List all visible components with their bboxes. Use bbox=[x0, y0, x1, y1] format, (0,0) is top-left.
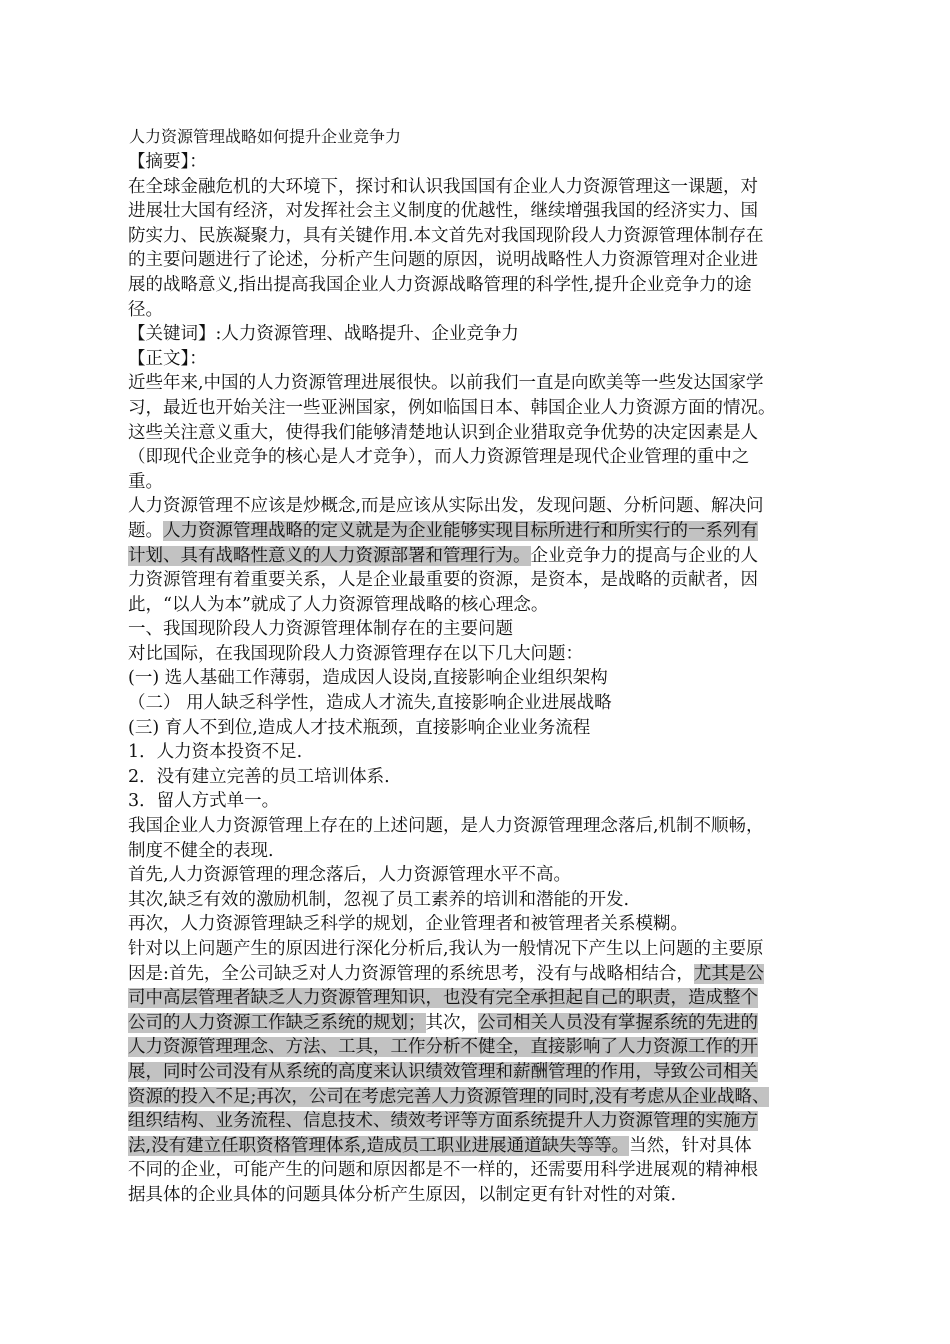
highlighted-text: 组织结构、业务流程、信息技术、绩效考评等方面系统提升人力资源管理的实施方 bbox=[128, 1111, 758, 1132]
text-run: 当然，针对具体 bbox=[629, 1135, 752, 1156]
text-run: 此，“以人为本”就成了人力资源管理战略的核心理念。 bbox=[128, 594, 549, 615]
text-run: 企业竞争力的提高与企业的人 bbox=[530, 545, 758, 566]
text-run: 这些关注意义重大，使得我们能够清楚地认识到企业猎取竞争优势的决定因素是人 bbox=[128, 422, 758, 443]
highlighted-text: 展，同时公司没有从系统的高度来认识绩效管理和薪酬管理的作用，导致公司相关 bbox=[128, 1061, 758, 1082]
highlighted-text: 尤其是公 bbox=[693, 963, 764, 984]
text-line bbox=[128, 789, 828, 814]
text-run: 据具体的企业具体的问题具体分析产生原因，以制定更有针对性的对策. bbox=[128, 1184, 677, 1205]
text-line bbox=[128, 617, 828, 642]
text-line bbox=[128, 421, 828, 446]
text-run: 【摘要】： bbox=[128, 152, 207, 172]
highlighted-text: 司中高层管理者缺乏人力资源管理知识，也没有完全承担起自己的职责，造成整个 bbox=[128, 988, 758, 1009]
text-run: 因是:首先，全公司缺乏对人力资源管理的系统思考，没有与战略相结合， bbox=[128, 963, 694, 984]
text-line bbox=[128, 765, 828, 790]
text-run: (一) 选人基础工作薄弱，造成因人设岗,直接影响企业组织架构 bbox=[128, 668, 608, 689]
text-line bbox=[128, 1158, 828, 1183]
text-line bbox=[128, 322, 828, 347]
text-line bbox=[128, 199, 828, 224]
text-line bbox=[128, 1109, 828, 1134]
text-run: 重。 bbox=[128, 471, 163, 492]
text-run: 我国企业人力资源管理上存在的上述问题，是人力资源管理理念落后,机制不顺畅， bbox=[128, 816, 764, 837]
text-run: 不同的企业，可能产生的问题和原因都是不一样的，还需要用科学进展观的精神根 bbox=[128, 1160, 758, 1181]
text-run: 防实力、民族凝聚力，具有关键作用.本文首先对我国现阶段人力资源管理体制存在 bbox=[128, 225, 764, 246]
text-run: 径。 bbox=[128, 299, 163, 320]
text-line bbox=[128, 814, 828, 839]
text-run: 【正文】： bbox=[128, 348, 207, 369]
text-run: 人力资源管理不应该是炒概念,而是应该从实际出发，发现问题、分析问题、解决问 bbox=[128, 496, 764, 517]
text-line bbox=[128, 224, 828, 249]
text-line bbox=[128, 740, 828, 765]
text-line bbox=[128, 175, 828, 200]
text-line bbox=[128, 691, 828, 716]
text-line bbox=[128, 962, 828, 987]
text-run: 习，最近也开始关注一些亚洲国家，例如临国日本、韩国企业人力资源方面的情况。 bbox=[128, 397, 776, 418]
text-line bbox=[128, 912, 828, 937]
text-run: 再次，人力资源管理缺乏科学的规划，企业管理者和被管理者关系模糊。 bbox=[128, 914, 688, 935]
text-line bbox=[128, 273, 828, 298]
text-line bbox=[128, 1060, 828, 1085]
text-run: 其次,缺乏有效的激励机制，忽视了员工素养的培训和潜能的开发. bbox=[128, 889, 630, 910]
text-line bbox=[128, 347, 828, 372]
text-line bbox=[128, 666, 828, 691]
text-run: 对比国际，在我国现阶段人力资源管理存在以下几大问题： bbox=[128, 643, 583, 664]
highlighted-text: 资源的投入不足;再次，公司在考虑完善人力资源管理的同时,没有考虑从企业战略、 bbox=[128, 1086, 770, 1107]
text-run: 其次， bbox=[425, 1012, 478, 1033]
text-line bbox=[128, 642, 828, 667]
text-line bbox=[128, 494, 828, 519]
document-body bbox=[128, 150, 828, 1208]
text-run: 2．没有建立完善的员工培训体系. bbox=[128, 766, 390, 787]
text-run: 在全球金融危机的大环境下，探讨和认识我国国有企业人力资源管理这一课题，对 bbox=[128, 176, 758, 197]
text-line bbox=[128, 470, 828, 495]
text-line bbox=[128, 568, 828, 593]
text-line bbox=[128, 937, 828, 962]
text-run: 进展壮大国有经济，对发挥社会主义制度的优越性，继续增强我国的经济实力、国 bbox=[128, 201, 758, 222]
text-line bbox=[128, 445, 828, 470]
text-run: 的主要问题进行了论述，分析产生问题的原因，说明战略性人力资源管理对企业进 bbox=[128, 250, 758, 271]
text-line bbox=[128, 396, 828, 421]
text-run: （二） 用人缺乏科学性，造成人才流失,直接影响企业进展战略 bbox=[128, 693, 612, 714]
text-run: 制度不健全的表现. bbox=[128, 840, 274, 861]
text-run: 题。 bbox=[128, 520, 163, 541]
highlighted-text: 公司的人力资源工作缺乏系统的规划； bbox=[128, 1012, 426, 1033]
text-run: 1．人力资本投资不足. bbox=[128, 742, 303, 763]
highlighted-text: 人力资源管理理念、方法、工具，工作分析不健全，直接影响了人力资源工作的开 bbox=[128, 1037, 758, 1058]
text-line bbox=[128, 839, 828, 864]
text-line bbox=[128, 863, 828, 888]
highlighted-text: 计划、具有战略性意义的人力资源部署和管理行为。 bbox=[128, 545, 531, 566]
text-line bbox=[128, 716, 828, 741]
text-line bbox=[128, 1183, 828, 1208]
text-line bbox=[128, 986, 828, 1011]
text-run: (三) 育人不到位,造成人才技术瓶颈，直接影响企业业务流程 bbox=[128, 717, 591, 738]
text-line bbox=[128, 1011, 828, 1036]
text-line bbox=[128, 298, 828, 323]
text-run: （即现代企业竞争的核心是人才竞争），而人力资源管理是现代企业管理的重中之 bbox=[128, 447, 750, 468]
highlighted-text: 法,没有建立任职资格管理体系,造成员工职业进展通道缺失等等。 bbox=[128, 1135, 630, 1156]
text-run: 一、我国现阶段人力资源管理体制存在的主要问题 bbox=[128, 619, 513, 640]
text-line bbox=[128, 888, 828, 913]
text-run: 首先,人力资源管理的理念落后，人力资源管理水平不高。 bbox=[128, 865, 572, 886]
text-line bbox=[128, 1134, 828, 1159]
text-run: 展的战略意义,指出提高我国企业人力资源战略管理的科学性,提升企业竞争力的途 bbox=[128, 274, 752, 295]
text-line bbox=[128, 371, 828, 396]
document-title: 人力资源管理战略如何提升企业竞争力 bbox=[129, 127, 402, 146]
text-line bbox=[128, 1035, 828, 1060]
text-line bbox=[128, 593, 828, 618]
text-line bbox=[128, 248, 828, 273]
text-run: 力资源管理有着重要关系，人是企业最重要的资源，是资本，是战略的贡献者，因 bbox=[128, 570, 758, 591]
text-run: 针对以上问题产生的原因进行深化分析后,我认为一般情况下产生以上问题的主要原 bbox=[128, 939, 764, 959]
text-line bbox=[128, 150, 828, 175]
highlighted-text: 公司相关人员没有掌握系统的先进的 bbox=[478, 1012, 758, 1033]
highlighted-text: 人力资源管理战略的定义就是为企业能够实现目标所进行和所实行的一系列有 bbox=[163, 520, 758, 541]
text-run: 近些年来,中国的人力资源管理进展很快。以前我们一直是向欧美等一些发达国家学 bbox=[128, 373, 764, 394]
text-line bbox=[128, 544, 828, 569]
text-line bbox=[128, 519, 828, 544]
text-line bbox=[128, 1085, 828, 1110]
text-run: 【关键词】:人力资源管理、战略提升、企业竞争力 bbox=[128, 324, 519, 345]
text-run: 3．留人方式单一。 bbox=[128, 791, 280, 812]
